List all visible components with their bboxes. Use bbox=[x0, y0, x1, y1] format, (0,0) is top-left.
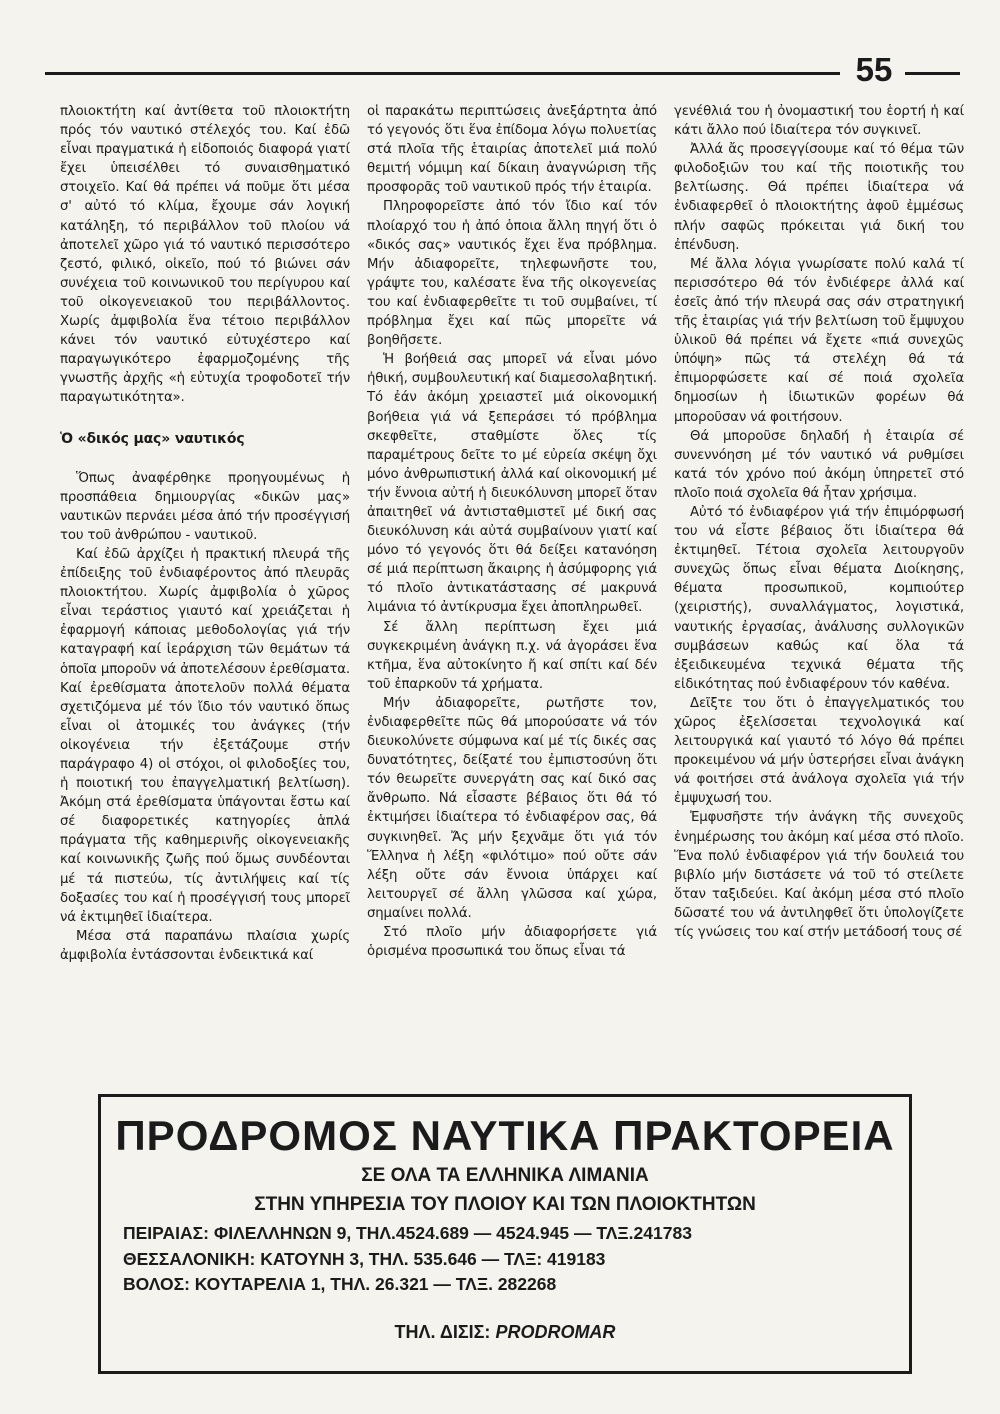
paragraph: Ἐμφυσῆστε τήν ἀνάγκη τῆς συνεχοῦς ἐνημέρωσης του ἀκόμη καί μέσα στό πλοῖο. Ἕνα πολύ ἐνδιαφέρον γιά τήν δουλειά του βιβλίο μήν διστάσετε νά τοῦ τό στείλετε ὅταν ταξιδεύει. Καί ἀκόμη μέσα στό πλοῖο δῶσατέ του νά ἀντιληφθεῖ ὅτι ὑπολογίζετε τίς γνώσεις του καί στήν μετάδοσή τους σέ bbox=[674, 810, 964, 941]
ad-subtitle-2: ΣΤΗΝ ΥΠΗΡΕΣΙΑ ΤΟΥ ΠΛΟΙΟΥ ΚΑΙ ΤΩΝ ΠΛΟΙΟΚΤΗΤΩΝ bbox=[254, 1194, 756, 1215]
paragraph: Σέ ἄλλη περίπτωση ἔχει μιά συγκεκριμένη ἀνάγκη π.χ. νά ἀγοράσει ἕνα κτῆμα, ἕνα αὐτοκίνητο ἤ καί σπίτι καί δέν τοῦ ἐπαρκοῦν τά χρήματα. bbox=[367, 619, 657, 692]
ad-address-thessaloniki: ΘΕΣΣΑΛΟΝΙΚΗ: ΚΑΤΟΥΝΗ 3, ΤΗΛ. 535.646 — ΤΛΞ: 419183 bbox=[123, 1249, 606, 1269]
paragraph: Ἀλλά ἄς προσεγγίσουμε καί τό θέμα τῶν φιλοδοξιῶν του καί τῆς ποιοτικῆς του βελτίωσης. Θά πρέπει ἰδιαίτερα νά ἐνδιαφερθεῖ ὁ πλοιοκτήτης ἀφοῦ ἐμμέσως πλήν σαφῶς πρόκειται γιά δική του ἐπένδυση. bbox=[674, 142, 964, 253]
ad-title: ΠΡΟΔΡΟΜΟΣ ΝΑΥΤΙΚΑ ΠΡΑΚΤΟΡΕΙΑ bbox=[115, 1112, 895, 1159]
paragraph: Πληροφορεῖστε ἀπό τόν ἴδιο καί τόν πλοίαρχό του ἡ ἀπό ὁποια ἄλλη πηγή ὅτι ὁ «δικός σας» ναυτικός ἔχει ἕνα πρόβλημα. Μήν ἀδιαφορεῖτε, τηλεφωνῆστε του, γράψτε του, καλέσατε ἕνα τῆς οἰκογενείας του καί ἐνδιαφερθεῖτε τι τοῦ συμβαίνει, τί πρόβλημα ἔχει καί πῶς μπορεῖτε νά βοηθῆσετε. bbox=[367, 199, 657, 349]
article-column-2 bbox=[367, 102, 657, 961]
paragraph: πλοιοκτήτη καί ἀντίθετα τοῦ πλοιοκτήτη πρός τόν ναυτικό στέλεχός του. Καί ἐδῶ εἶναι πραγματικά ἡ εἰδοποιός διαφορά γιατί ἔχει ὑπεισέλθει τό συναισθηματικό στοιχεῖο. Καί θά πρέπει νά ποῦμε ὅτι μέσα σ' αὐτό τό κλίμα, ἔχουμε σάν λογική κατάληξη, τό περιβάλλον τοῦ πλοίου νά ἀποτελεῖ χῶρο γιά τό ναυτικό περισσότερο ζεστό, φιλικό, οἰκεῖο, πού τό βιώνει σάν συνέχεια τοῦ κοινωνικοῦ του περίγυρου καί τοῦ οἰκογενειακοῦ του περιβάλλοντος. Χωρίς ἀμφιβολία ἕνα τέτοιο περιβάλλον κάνει τόν ναυτικό εὐτυχέστερο καί παραγωγικότερο ἐφαρμοζομένης τῆς γνωστῆς ἀρχῆς «ἡ εὐτυχία τροφοδοτεῖ τήν παραγωτικότητα». bbox=[60, 104, 350, 406]
paragraph: Μήν ἀδιαφορεῖτε, ρωτῆστε τον, ἐνδιαφερθεῖτε πῶς θά μπορούσατε νά τόν διευκολύνετε σύμφωνα καί μέ τίς δικές σας δυνατότητες, δείξατέ του ἐμπιστοσύνη ὅτι τόν θεωρεῖτε συνεργάτη σας καί δικό σας ἄνθρωπο. Νά εἶσαστε βέβαιος ὅτι θά τό ἐκτιμήσει ἰδιαίτερα τό ἐνδιαφέρον σας, θά συγκινηθεῖ. Ἄς μήν ξεχνᾶμε ὅτι γιά τόν Ἕλληνα ἡ λέξη «φιλότιμο» πού οὔτε σάν λέξη οὔτε σάν ἔννοια ὑπάρχει καί λειτουργεῖ σέ ἄλλη γλῶσσα καί χώρα, σημαίνει πολλά. bbox=[367, 695, 657, 921]
advertisement-box bbox=[98, 1094, 912, 1374]
paragraph: Ὅπως ἀναφέρθηκε προηγουμένως ἡ προσπάθεια δημιουργίας «δικῶν μας» ναυτικῶν περνάει μέσα ἀπό τήν προσέγγισή του τοῦ ἀνθρώπου - ναυτικοῦ. bbox=[60, 470, 350, 543]
paragraph: Μέ ἄλλα λόγια γνωρίσατε πολύ καλά τί περισσότερο θά τόν ἐνδιέφερε ἀλλά καί ἐσεῖς ἀπό τήν πλευρά σας σάν στρατηγική τῆς ἑταιρίας γιά τήν βελτίωση τοῦ ἔμψυχου ὑλικοῦ θά πρέπει νά ἔχετε «πιά συνεχῶς ὑπόψη» πῶς τά στελέχη θά τά ἐπιμορφώσετε καί σέ ποιά σχολεῖα δημοσίων ἡ ἰδιωτικῶν φορέων θά μπορoῦσαν νά φοιτήσουν. bbox=[674, 256, 964, 425]
ad-telegraph-brand: PRODROMAR bbox=[495, 1322, 616, 1342]
ad-address-volos: ΒΟΛΟΣ: ΚΟΥΤΑΡΕΛΙΑ 1, ΤΗΛ. 26.321 — ΤΛΞ. 282268 bbox=[123, 1274, 557, 1294]
ad-telegraph-label: ΤΗΛ. ΔΙΣΙΣ: bbox=[394, 1322, 491, 1342]
paragraph: Θά μπορoῦσε δηλαδή ἡ ἑταιρία σέ συνεννόηση μέ τόν ναυτικό νά ρυθμίσει κατά τόν χρόνο πού ἀκόμη ὑπηρετεῖ στό πλοῖο ποιά σχολεῖα θά ἦταν χρήσιμα. bbox=[674, 428, 964, 501]
header-rule bbox=[45, 72, 840, 75]
article-column-3 bbox=[674, 102, 964, 942]
section-heading: Ὁ «δικός μας» ναυτικός bbox=[60, 430, 245, 447]
paragraph: γενέθλιά του ἡ ὀνομαστική του ἑορτή ἡ καί κάτι ἄλλο πού ἰδιαίτερα τόν συγκινεῖ. bbox=[674, 104, 964, 139]
page-number: 55 bbox=[855, 51, 893, 88]
paragraph: Αὐτό τό ἐνδιαφέρον γιά τήν ἐπιμόρφωσή του νά εἶστε βέβαιος ὅτι ἰδιαίτερα θά ἐκτιμηθεῖ. Τέτοια σχολεῖα λειτουργοῦν συνεχῶς ὅπως εἶναι θέματα Διοίκησης, θέματα προσωπικοῦ, κομπιούτερ (χειριστής), συναλλάγματος, λογιστικά, ναυτικής ἐργασίας, ἀνάλυσης συλλογικῶν συμβάσεων καθώς καί ὅλα τά ἐξειδικευμένα τεχνικά θέματα τῆς εἰδικότητας πού ἐνδιαφέρουν τόν καθένα. bbox=[674, 504, 964, 692]
paragraph: Καί ἐδῶ ἀρχίζει ἡ πρακτική πλευρά τῆς ἐπίδειξης τοῦ ἐνδιαφέροντος ἀπό πλευρᾶς πλοιοκτήτου. Χωρίς ἀμφιβολία ὁ χῶρος εἶναι τεράστιος γιαυτό καί χρειάζεται ἡ ἐφαρμογή κάποιας μεθοδολογίας γιά τήν καταγραφή καί ἱεράρχιση τῶν θεμάτων τά ὁποῖα μπορoῦν νά ἀποτελέσουν ἐρεθίσματα. Καί ἐρεθίσματα ἀποτελοῦν πολλά θέματα σχετιζόμενα μέ τόν ἴδιο τόν ναυτικό ὅπως εἶναι οἱ ἀτομικές του ἀνάγκες (τήν οἰκογένεια τήν ἐξετάζουμε στήν παράγραφο 4) οἱ στόχοι, οἱ φιλοδοξίες του, ἡ ποιοτική του ἐπαγγελματική βελτίωση). Ἀκόμη στά ἐρεθίσματα ὑπάγονται ἔστω καί σέ διαφορετικές κατηγορίες ἁπλά πράγματα τῆς καθημερινῆς οἰκογενειακῆς καί κοινωνικῆς ζωῆς πού ὅμως συνδέονται μέ τά πιστεύω, τίς ἀντιλήψεις καί τίς δοξασίες του καί ἡ προσέγγισή τους μπορεῖ νά ἐκτιμηθεῖ ἰδιαίτερα. bbox=[60, 546, 350, 925]
paragraph: Μέσα στά παραπάνω πλαίσια χωρίς ἀμφιβολία ἐντάσσονται ἐνδεικτικά καί bbox=[60, 928, 350, 963]
paragraph: Δεῖξτε του ὅτι ὁ ἐπαγγελματικός του χῶρος ἐξελίσσεται τεχνολογικά καί λειτουργικά καί γιαυτό τό λόγο θά πρέπει προκειμένου νά μήν ὑστερήσει εἶναι ἀνάγκη νά φοιτήσει στά ἀνάλογα σχολεῖα γιά τήν ἐμψυχωσή του. bbox=[674, 695, 964, 807]
article-column-1 bbox=[60, 102, 350, 965]
paragraph: οἱ παρακάτω περιπτώσεις ἀνεξάρτητα ἀπό τό γεγονός ὅτι ἕνα ἐπίδομα λόγω πολυετίας στά πλοῖα τῆς ἑταιρίας ἀποτελεῖ μιά πολύ θεμιτή νόμιμη καί δίκαιη ἀναγνώριση τῆς προσφορᾶς τοῦ ναυτικοῦ πρός τήν ἑταιρία. bbox=[367, 104, 657, 196]
ad-telegraph bbox=[101, 1320, 909, 1344]
paragraph: Ἡ βοήθειά σας μπορεῖ νά εἶναι μόνο ἠθική, συμβουλευτική καί διαμεσολαβητική. Τό ἐάν ἀκόμη χρειαστεῖ μιά οἰκονομική βοήθεια γιά νά ξεπεράσει τό πρόβλημα σκεφθεῖτε, σταθμίστε ὅλες τίς παραμέτρους δεῖτε το μέ εὐρεία σκέψη ὄχι μόνο ἀνθρωπιστική ἀλλά καί οἰκονομική μέ τήν ἔννοια αὐτή ἡ διευκόλυνση μπορεῖ ὅταν ἀπαιτηθεῖ νά ἀντισταθμιστεῖ μέ δική σας διευκόλυνση κάι αὐτά συμβαίνουν γιατί καί μόνο τό γεγονός ὅτι θά δείξει κατανόηση σέ μιά περίπτωση ἄκαιρης ἡ ἀσύμφορης γιά τό πλοῖο ἀντικατάστασης σέ μακρυνά λιμάνια τό ἀντίκρυσμα ἔχει ἀποπληρωθεῖ. bbox=[367, 352, 657, 616]
paragraph: Στό πλοῖο μήν ἀδιαφορήσετε γιά ὁρισμένα προσωπικά του ὅπως εἶναι τά bbox=[367, 925, 657, 960]
ad-subtitle-1: ΣΕ ΟΛΑ ΤΑ ΕΛΛΗΝΙΚΑ ΛΙΜΑΝΙΑ bbox=[361, 1165, 649, 1186]
header-rule-right bbox=[905, 72, 960, 75]
ad-address-piraeus: ΠΕΙΡΑΙΑΣ: ΦΙΛΕΛΛΗΝΩΝ 9, ΤΗΛ.4524.689 — 4524.945 — ΤΛΞ.241783 bbox=[123, 1223, 692, 1243]
